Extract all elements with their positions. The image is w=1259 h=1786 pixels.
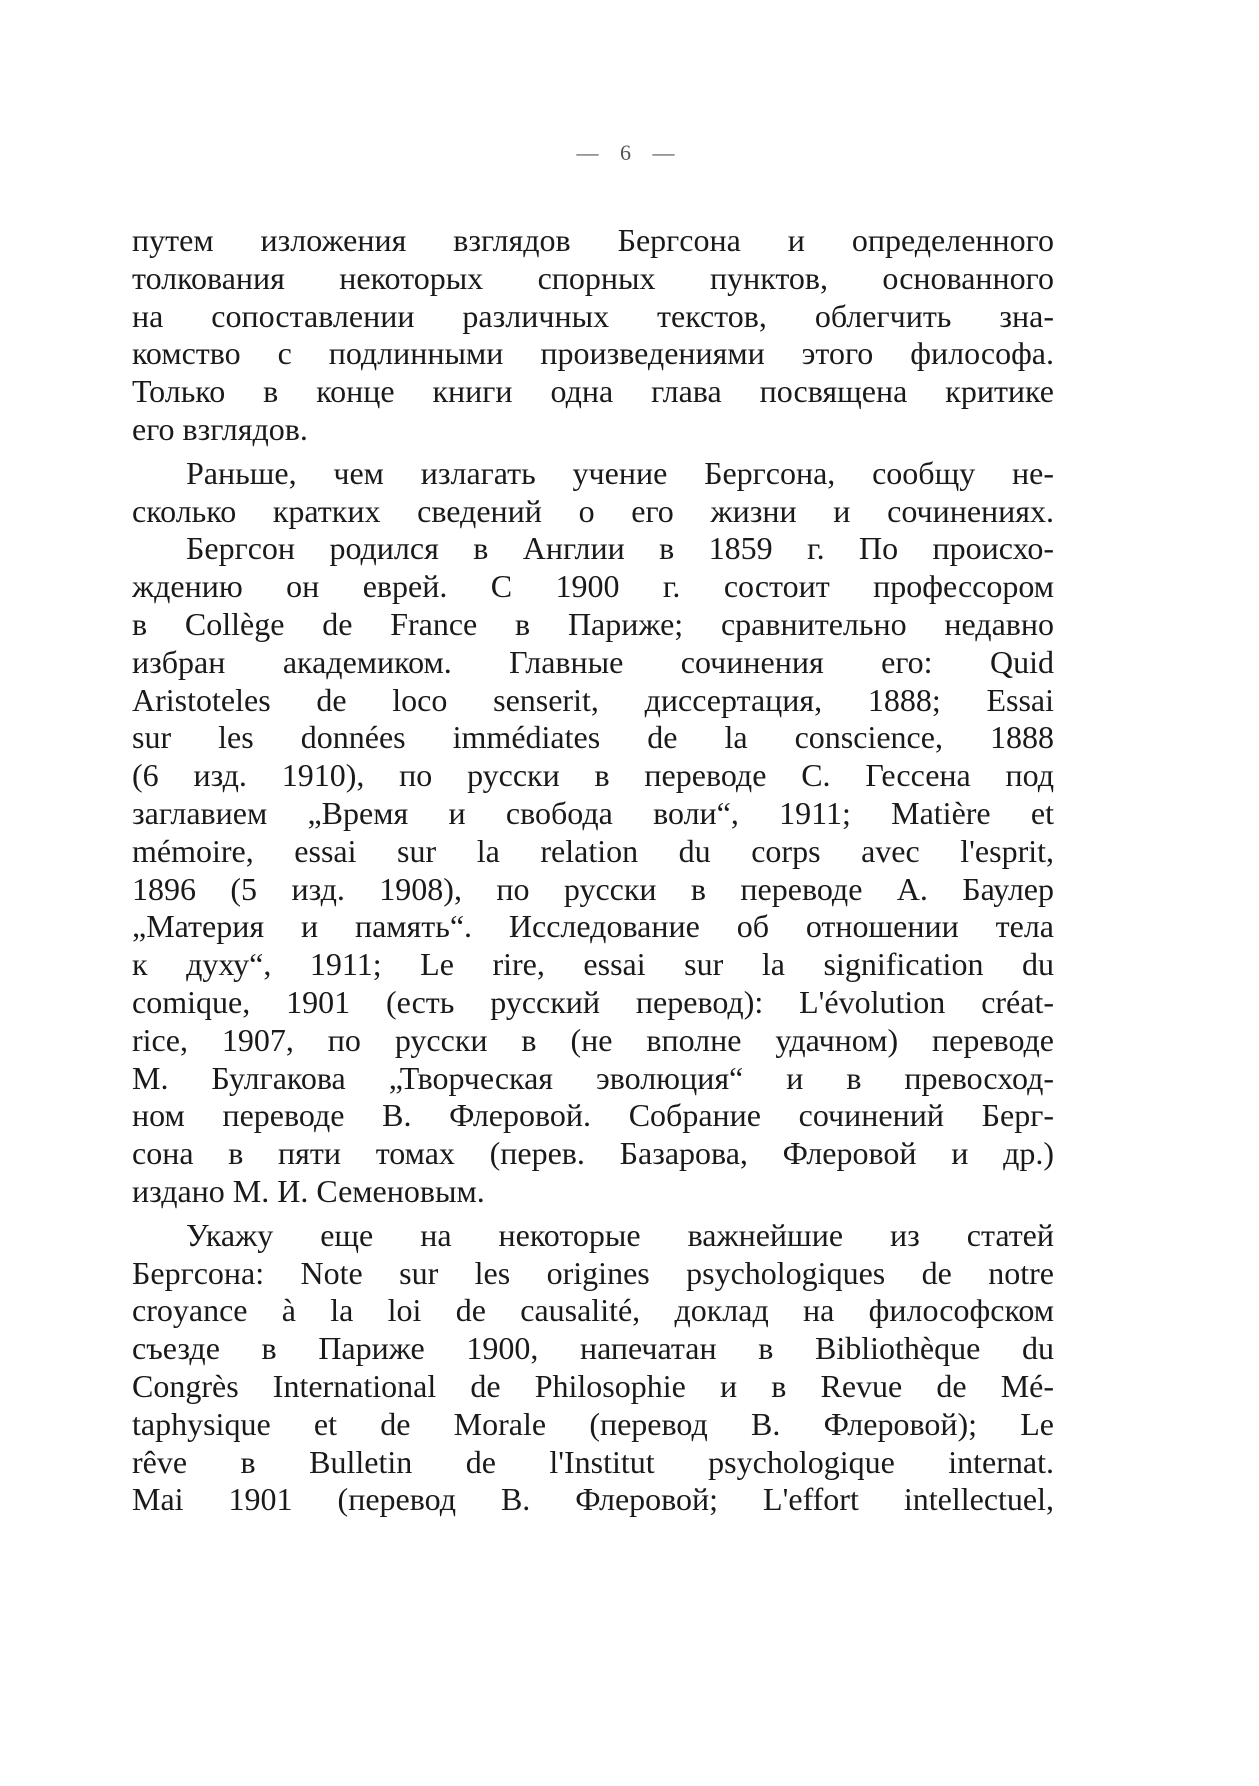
text-line: его взглядов. — [132, 410, 308, 447]
paragraph-2 — [132, 455, 1054, 531]
page-number: — 6 — — [576, 140, 683, 165]
text-line: путем изложения взглядов Бергсона и определенного — [132, 222, 1054, 258]
text-line: ном переводе В. Флеровой. Собрание сочинений Берг- — [132, 1097, 1054, 1134]
text-line: „Материя и память“. Исследование об отношении тела — [132, 908, 1054, 945]
text-line: Укажу еще на некоторые важнейшие из статей — [186, 1216, 1054, 1253]
text-line: сона в пяти томах (перев. Базарова, Флеровой и др.) — [132, 1135, 1054, 1172]
paragraph-3 — [132, 530, 1054, 1210]
text-line: croyance à la loi de causalité, доклад на философском — [132, 1292, 1054, 1329]
text-line: Бергсон родился в Англии в 1859 г. По происхо- — [186, 530, 1054, 567]
text-line: Aristoteles de loco senserit, диссертация, 1888; Essai — [132, 681, 1054, 718]
paragraph-1 — [132, 222, 1054, 449]
text-line: Только в конце книги одна глава посвящена критике — [132, 373, 1054, 410]
text-line: в Collège de France в Париже; сравнительно недавно — [132, 605, 1054, 642]
text-line: (6 изд. 1910), по русски в переводе С. Гессена под — [132, 757, 1054, 794]
paragraph-4 — [132, 1217, 1054, 1519]
text-line: сколько кратких сведений о его жизни и сочинениях. — [132, 492, 1054, 529]
text-line: на сопоставлении различных текстов, облегчить зна- — [132, 297, 1054, 334]
text-line: к духу“, 1911; Le rire, essai sur la signification du — [132, 946, 1054, 983]
text-line: sur les données immédiates de la conscience, 1888 — [132, 719, 1054, 756]
text-line: Mai 1901 (перевод В. Флеровой; L'effort intellectuel, — [132, 1481, 1054, 1518]
text-line: издано М. И. Семеновым. — [132, 1172, 485, 1209]
text-line: заглавием „Время и свобода воли“, 1911; Matière et — [132, 794, 1054, 831]
text-line: mémoire, essai sur la relation du corps avec l'esprit, — [132, 832, 1054, 869]
text-line: комство с подлинными произведениями этого философа. — [132, 335, 1054, 372]
text-line: rêve в Bulletin de l'Institut psychologique internat. — [132, 1443, 1054, 1480]
text-line: М. Булгакова „Творческая эволюция“ и в превосход- — [132, 1059, 1054, 1096]
body-text — [132, 222, 1054, 1519]
text-line: Раньше, чем излагать учение Бергсона, сообщу не- — [186, 454, 1054, 491]
text-line: taphysique et de Morale (перевод В. Флеровой); Le — [132, 1405, 1054, 1442]
text-line: избран академиком. Главные сочинения его: Quid — [132, 643, 1054, 680]
text-line: толкования некоторых спорных пунктов, основанного — [132, 259, 1054, 296]
text-line: ждению он еврей. С 1900 г. состоит профессором — [132, 568, 1054, 605]
text-line: Congrès International de Philosophie и в Revue de Mé- — [132, 1367, 1054, 1404]
text-line: съезде в Париже 1900, напечатан в Bibliothèque du — [132, 1330, 1054, 1367]
text-line: Бергсона: Note sur les origines psychologiques de notre — [132, 1254, 1054, 1291]
text-line: rice, 1907, по русски в (не вполне удачном) переводе — [132, 1021, 1054, 1058]
text-line: 1896 (5 изд. 1908), по русски в переводе А. Баулер — [132, 870, 1054, 907]
text-line: comique, 1901 (есть русский перевод): L'évolution créat- — [132, 983, 1054, 1020]
